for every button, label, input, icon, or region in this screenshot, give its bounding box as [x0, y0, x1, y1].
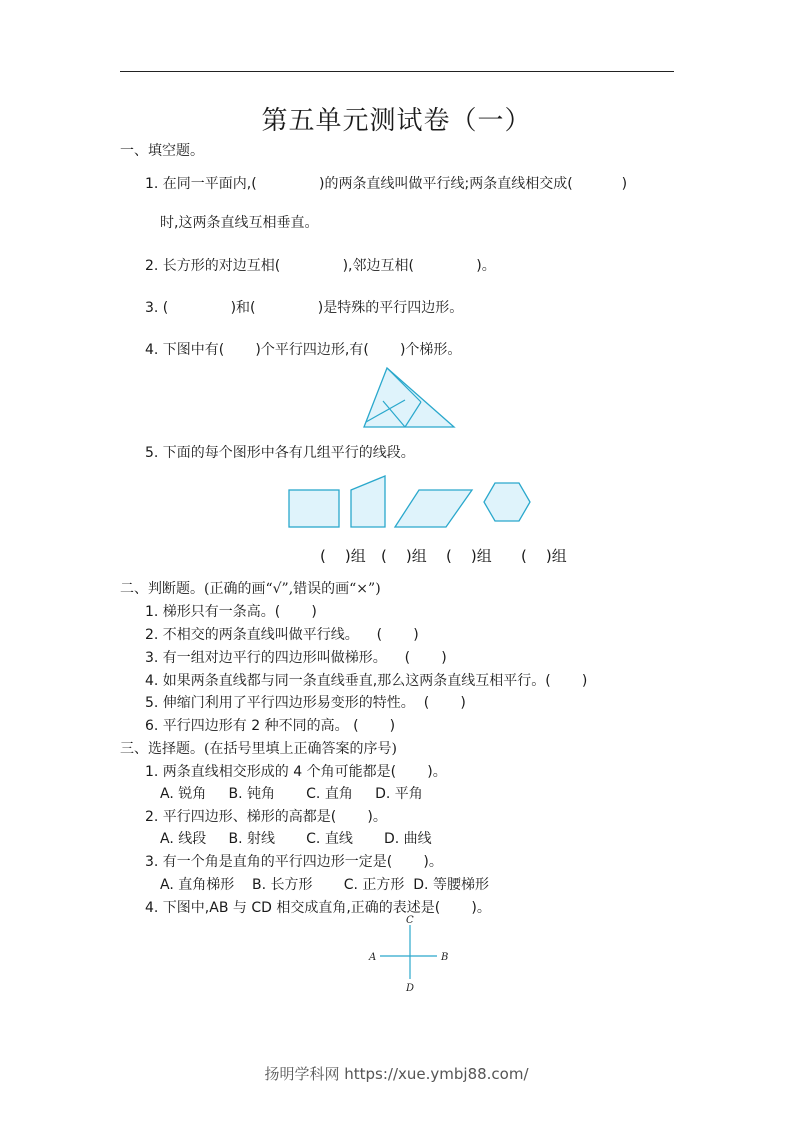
fill-q1-line2: 时,这两条直线互相垂直。	[160, 215, 319, 231]
section-1-heading: 一、填空题。	[120, 143, 204, 159]
header-rule	[120, 71, 674, 72]
label-c: C	[406, 915, 414, 926]
group-answer-4: ( )组	[521, 547, 567, 565]
label-a: A	[369, 952, 377, 963]
page-title: 第五单元测试卷（一）	[261, 106, 532, 136]
fill-q4: 4. 下图中有( )个平行四边形,有( )个梯形。	[145, 342, 462, 358]
shapes-figure	[285, 476, 535, 532]
judge-item-1: 1. 梯形只有一条高。( )	[145, 604, 317, 620]
trapezoid-shape	[351, 476, 385, 527]
choice-q3-options: A. 直角梯形 B. 长方形 C. 正方形 D. 等腰梯形	[160, 877, 489, 893]
label-b: B	[441, 952, 449, 963]
section-2-heading: 二、判断题。(正确的画“√”,错误的画“×”)	[120, 581, 381, 597]
choice-q1: 1. 两条直线相交形成的 4 个角可能都是( )。	[145, 764, 447, 780]
footer-watermark: 扬明学科网 https://xue.ymbj88.com/	[264, 1065, 529, 1083]
label-d: D	[406, 983, 415, 994]
fill-q1-line1: 1. 在同一平面内,( )的两条直线叫做平行线;两条直线相交成( )	[145, 176, 628, 192]
judge-item-4: 4. 如果两条直线都与同一条直线垂直,那么这两条直线互相平行。( )	[145, 673, 588, 689]
section-3-heading: 三、选择题。(在括号里填上正确答案的序号)	[120, 741, 397, 757]
triangle-figure	[360, 368, 460, 430]
judge-item-5: 5. 伸缩门利用了平行四边形易变形的特性。 ( )	[145, 695, 466, 711]
group-answer-1: ( )组	[320, 547, 366, 565]
group-answer-2: ( )组	[381, 547, 427, 565]
fill-q5: 5. 下面的每个图形中各有几组平行的线段。	[145, 445, 415, 461]
judge-item-2: 2. 不相交的两条直线叫做平行线。 ( )	[145, 627, 419, 643]
hexagon-shape	[484, 483, 530, 521]
parallelogram-shape	[395, 490, 472, 527]
choice-q3: 3. 有一个角是直角的平行四边形一定是( )。	[145, 854, 443, 870]
perpendicular-figure	[365, 915, 455, 995]
choice-q2-options: A. 线段 B. 射线 C. 直线 D. 曲线	[160, 831, 432, 847]
choice-q2: 2. 平行四边形、梯形的高都是( )。	[145, 809, 387, 825]
fill-q2: 2. 长方形的对边互相( ),邻边互相( )。	[145, 258, 496, 274]
outer-triangle	[364, 368, 454, 427]
choice-q4: 4. 下图中,AB 与 CD 相交成直角,正确的表述是( )。	[145, 900, 491, 916]
judge-item-3: 3. 有一组对边平行的四边形叫做梯形。 ( )	[145, 650, 447, 666]
rectangle-shape	[289, 490, 339, 527]
group-answer-3: ( )组	[446, 547, 492, 565]
judge-item-6: 6. 平行四边形有 2 种不同的高。 ( )	[145, 718, 396, 734]
fill-q3: 3. ( )和( )是特殊的平行四边形。	[145, 300, 464, 316]
choice-q1-options: A. 锐角 B. 钝角 C. 直角 D. 平角	[160, 786, 423, 802]
